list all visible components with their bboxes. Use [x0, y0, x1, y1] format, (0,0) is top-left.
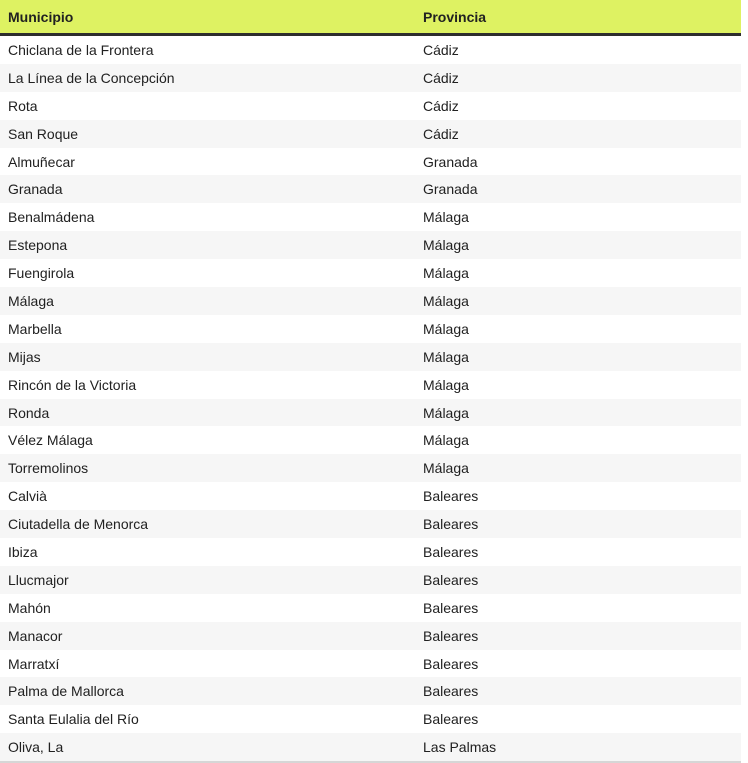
table-row [0, 677, 741, 705]
municipio-cell: Vélez Málaga [0, 426, 415, 454]
provincia-cell: Baleares [415, 650, 741, 678]
header-row [0, 0, 741, 35]
table-row [0, 399, 741, 427]
provincia-cell: Baleares [415, 482, 741, 510]
table-row [0, 454, 741, 482]
provincia-cell: Málaga [415, 399, 741, 427]
provincia-cell: Baleares [415, 538, 741, 566]
provincia-cell: Málaga [415, 454, 741, 482]
municipio-cell: Chiclana de la Frontera [0, 35, 415, 64]
table-row [0, 259, 741, 287]
municipio-cell: Mahón [0, 594, 415, 622]
table-row [0, 92, 741, 120]
municipio-cell: Granada [0, 175, 415, 203]
provincia-cell: Baleares [415, 622, 741, 650]
table-row [0, 231, 741, 259]
municipio-cell: Málaga [0, 287, 415, 315]
provincia-cell: Málaga [415, 426, 741, 454]
table-row [0, 175, 741, 203]
table-row [0, 315, 741, 343]
table-row [0, 622, 741, 650]
provincia-cell: Granada [415, 175, 741, 203]
provincia-cell: Málaga [415, 259, 741, 287]
provincia-cell: Baleares [415, 510, 741, 538]
table-row [0, 35, 741, 64]
provincia-cell: Málaga [415, 315, 741, 343]
provincia-cell: Málaga [415, 203, 741, 231]
municipio-cell: Estepona [0, 231, 415, 259]
column-header-municipio: Municipio [0, 0, 415, 35]
provincia-cell: Granada [415, 148, 741, 176]
municipio-cell: Calvià [0, 482, 415, 510]
table-row [0, 287, 741, 315]
provincia-cell: Baleares [415, 594, 741, 622]
municipio-cell: Torremolinos [0, 454, 415, 482]
table-row [0, 64, 741, 92]
municipio-cell: Palma de Mallorca [0, 677, 415, 705]
provincia-cell: Cádiz [415, 120, 741, 148]
table-row [0, 538, 741, 566]
column-header-provincia: Provincia [415, 0, 741, 35]
provincia-cell: Cádiz [415, 92, 741, 120]
table-row [0, 343, 741, 371]
table-row [0, 733, 741, 762]
provincia-cell: Cádiz [415, 35, 741, 64]
table-row [0, 482, 741, 510]
table-row [0, 510, 741, 538]
table-row [0, 120, 741, 148]
municipio-cell: Almuñecar [0, 148, 415, 176]
municipio-cell: Oliva, La [0, 733, 415, 762]
table-header [0, 0, 741, 35]
municipio-cell: Santa Eulalia del Río [0, 705, 415, 733]
provincia-cell: Las Palmas [415, 733, 741, 762]
table-row [0, 705, 741, 733]
municipio-cell: Marbella [0, 315, 415, 343]
table-body [0, 35, 741, 763]
municipio-cell: Ibiza [0, 538, 415, 566]
municipio-cell: Ciutadella de Menorca [0, 510, 415, 538]
municipio-cell: Marratxí [0, 650, 415, 678]
municipio-cell: Rota [0, 92, 415, 120]
table-row [0, 566, 741, 594]
municipio-cell: Llucmajor [0, 566, 415, 594]
provincia-cell: Baleares [415, 566, 741, 594]
provincia-cell: Málaga [415, 343, 741, 371]
municipio-cell: Fuengirola [0, 259, 415, 287]
municipio-cell: Ronda [0, 399, 415, 427]
municipio-cell: Rincón de la Victoria [0, 371, 415, 399]
municipio-cell: Benalmádena [0, 203, 415, 231]
table-row [0, 148, 741, 176]
table-row [0, 203, 741, 231]
table-row [0, 371, 741, 399]
municipio-cell: Manacor [0, 622, 415, 650]
table-row [0, 650, 741, 678]
municipio-cell: San Roque [0, 120, 415, 148]
provincia-cell: Baleares [415, 677, 741, 705]
provincia-cell: Málaga [415, 231, 741, 259]
municipio-cell: Mijas [0, 343, 415, 371]
provincia-cell: Málaga [415, 287, 741, 315]
municipio-cell: La Línea de la Concepción [0, 64, 415, 92]
table-row [0, 426, 741, 454]
table-row [0, 594, 741, 622]
provincia-cell: Cádiz [415, 64, 741, 92]
provincia-cell: Málaga [415, 371, 741, 399]
provincia-cell: Baleares [415, 705, 741, 733]
